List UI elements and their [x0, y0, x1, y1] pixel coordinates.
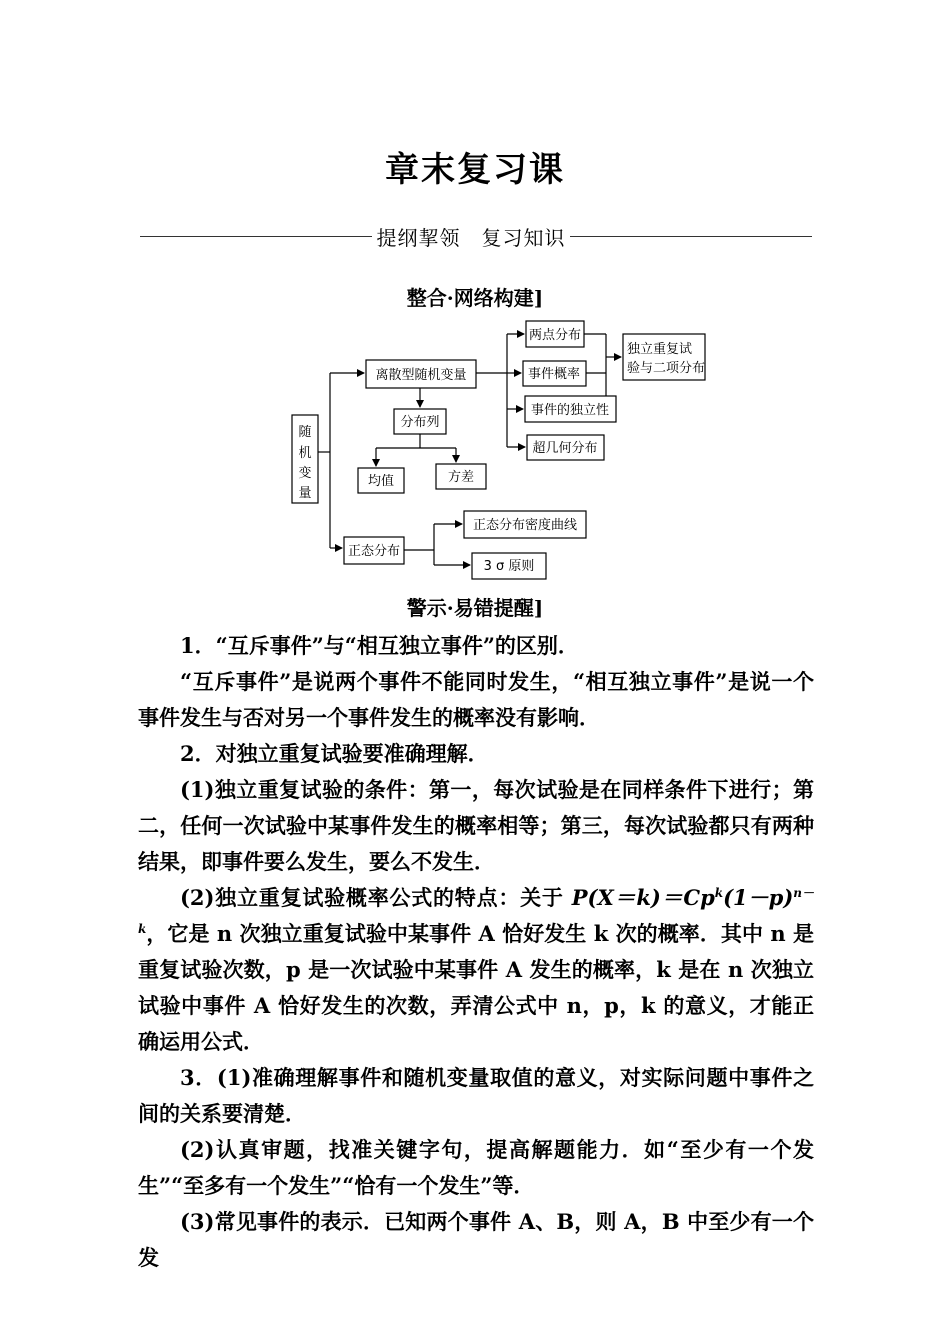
label-bernoulli-2: 验与二项分布 — [627, 361, 706, 376]
label-root-3: 变 — [298, 466, 312, 481]
label-mean: 均值 — [367, 474, 395, 489]
label-root-2: 机 — [298, 446, 312, 461]
body-text — [138, 628, 814, 1276]
paragraph-7: (2)认真审题，找准关键字句，提高解题能力．如“至少有一个发生”“至多有一个发生”“恰有一个发生”等． — [138, 1137, 814, 1198]
paragraph-3: 2．对独立重复试验要准确理解． — [180, 741, 489, 766]
page-title: 章末复习课 — [385, 150, 565, 190]
paragraph-1: 1．“互斥事件”与“相互独立事件”的区别． — [180, 633, 579, 658]
paragraph-2: “互斥事件”是说两个事件不能同时发生，“相互独立事件”是说一个事件发生与否对另一个事件发生的概率没有影响． — [138, 669, 814, 730]
label-three-sigma: 3 σ 原则 — [483, 559, 535, 574]
p5-sup-k: k — [714, 886, 724, 900]
network-heading: 整合·网络构建] — [406, 286, 544, 310]
label-bernoulli-1: 独立重复试 — [627, 342, 693, 357]
label-distribution-list: 分布列 — [400, 415, 440, 430]
paragraph-6: 3．(1)准确理解事件和随机变量取值的意义，对实际问题中事件之间的关系要清楚． — [138, 1065, 814, 1126]
label-root-1: 随 — [298, 425, 312, 440]
label-hypergeometric: 超几何分布 — [532, 441, 598, 456]
p5-formula2: (1－p) — [723, 885, 794, 910]
label-normal-curve: 正态分布密度曲线 — [472, 518, 578, 533]
paragraph-4: (1)独立重复试验的条件：第一，每次试验是在同样条件下进行；第二，任何一次试验中某事件发生的概率相等；第三，每次试验都只有两种结果，即事件要么发生，要么不发生． — [138, 777, 814, 874]
warning-heading: 警示·易错提醒] — [406, 596, 544, 620]
p5-rest: ，它是 n 次独立重复试验中某事件 A 恰好发生 k 次的概率．其中 n 是重复试验次数，p 是一次试验中某事件 A 发生的概率，k 是在 n 次独立试验中事件 A 恰好发生的次数，弄清公式中 n，p，k 的意义，才能正确运用公式． — [138, 921, 814, 1054]
label-normal: 正态分布 — [347, 544, 401, 559]
label-variance: 方差 — [447, 470, 475, 485]
label-two-point: 两点分布 — [528, 328, 582, 343]
p5-intro: (2)独立重复试验概率公式的特点：关于 — [180, 885, 572, 910]
label-event-independence: 事件的独立性 — [530, 403, 610, 418]
label-root-4: 量 — [298, 486, 312, 501]
concept-diagram — [0, 0, 950, 600]
section-heading: 提纲挈领 复习知识 — [376, 226, 566, 250]
label-discrete: 离散型随机变量 — [375, 368, 467, 383]
p5-formula: P(X＝k)＝Cp — [571, 885, 715, 910]
label-event-prob: 事件概率 — [527, 367, 581, 382]
p5-sup-nk: n－k — [138, 886, 815, 936]
paragraph-5 — [138, 880, 814, 1060]
paragraph-8: (3)常见事件的表示．已知两个事件 A、B，则 A，B 中至少有一个发 — [138, 1209, 814, 1270]
